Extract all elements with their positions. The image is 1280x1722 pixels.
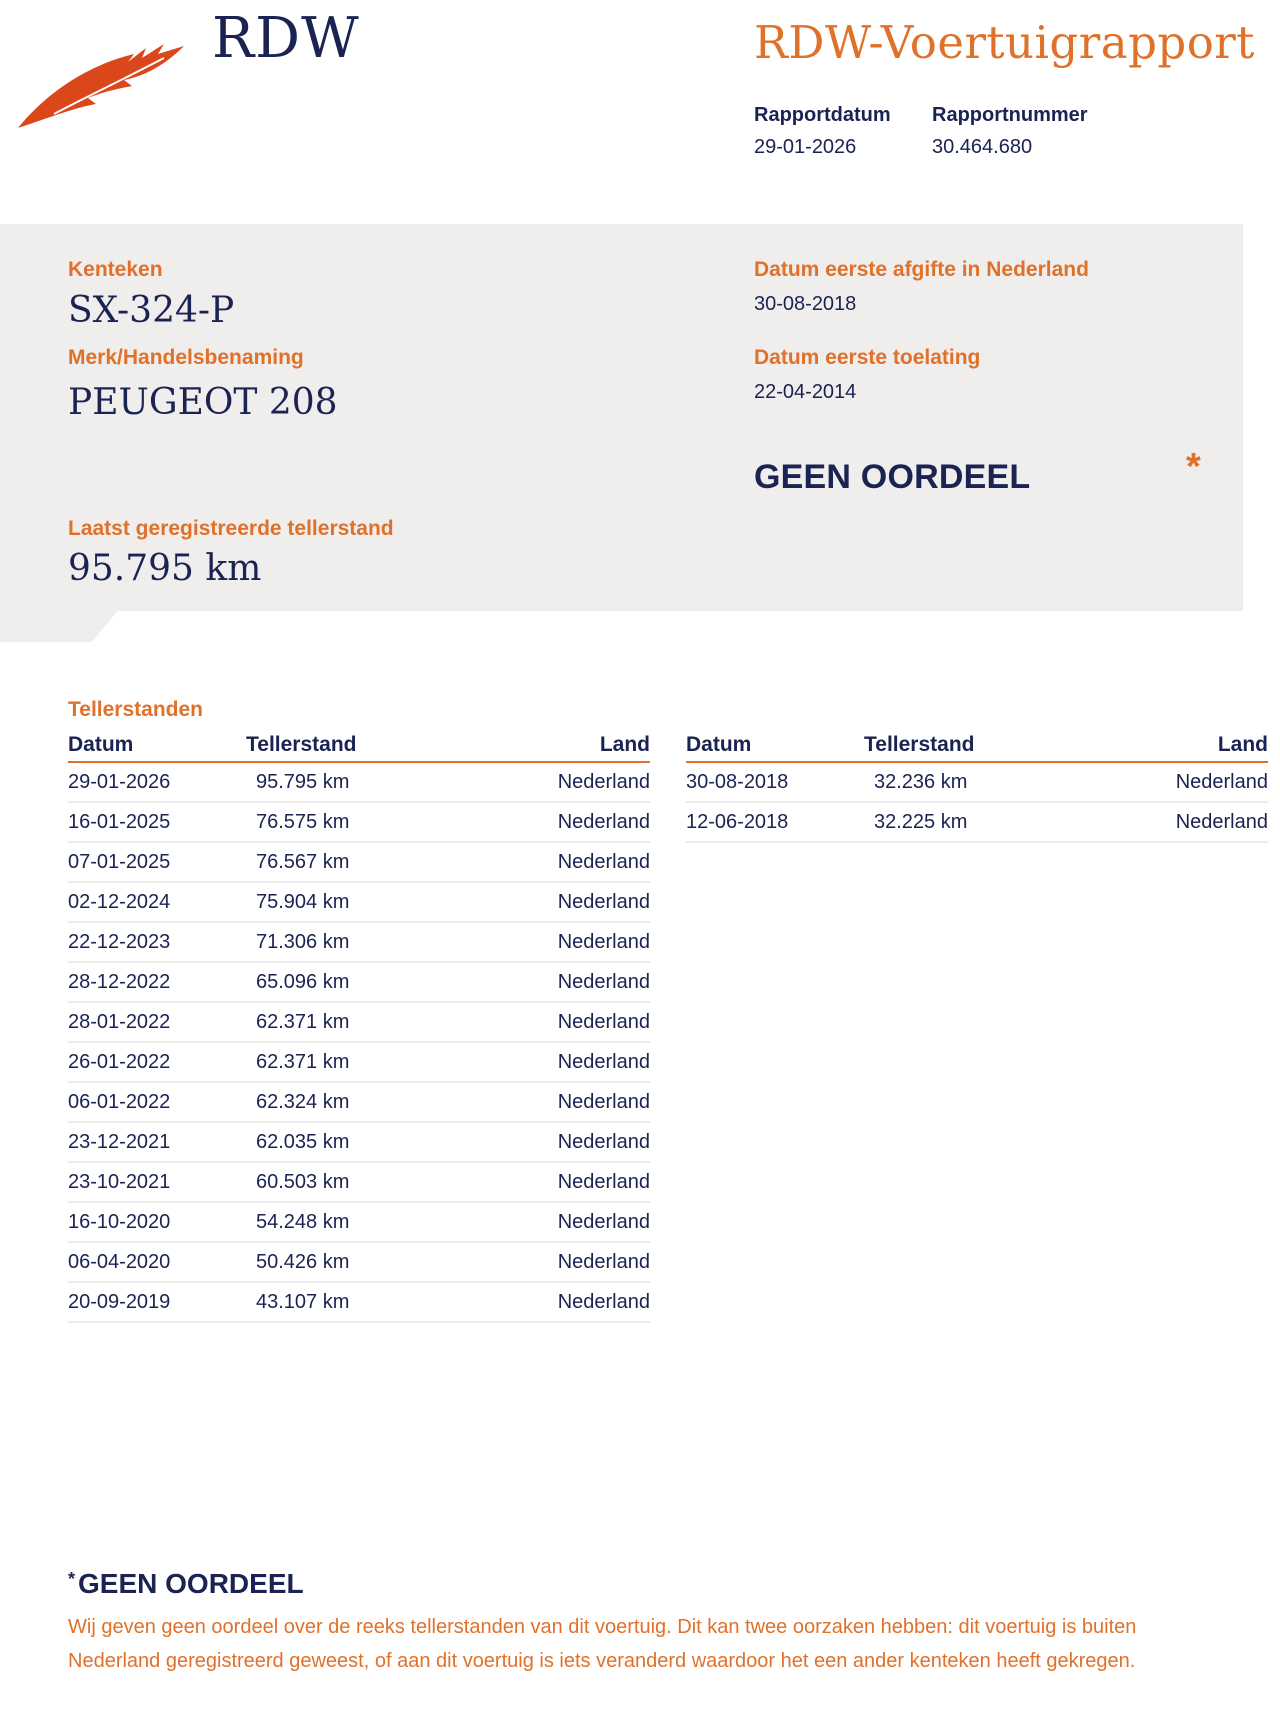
report-number: 30.464.680 xyxy=(932,136,1033,158)
table-row xyxy=(68,1202,650,1242)
cell-odometer: 62.035 km xyxy=(246,1122,446,1162)
table-row xyxy=(68,1282,650,1322)
cell-country: Nederland xyxy=(446,762,650,802)
table-row xyxy=(68,1042,650,1082)
cell-country: Nederland xyxy=(1064,802,1268,842)
table-header-row xyxy=(68,727,650,762)
first-admission-date: 22-04-2014 xyxy=(754,381,857,403)
cell-date: 23-12-2021 xyxy=(68,1122,246,1162)
cell-country: Nederland xyxy=(1064,762,1268,802)
cell-odometer: 95.795 km xyxy=(246,762,446,802)
odometer-table-left xyxy=(68,727,650,1323)
cell-date: 02-12-2024 xyxy=(68,882,246,922)
cell-odometer: 60.503 km xyxy=(246,1162,446,1202)
column-header-odometer: Tellerstand xyxy=(864,727,1064,762)
verdict-status: GEEN OORDEEL xyxy=(754,458,1031,496)
table-row xyxy=(68,1082,650,1122)
vehicle-make: PEUGEOT 208 xyxy=(68,382,338,423)
table-row xyxy=(68,1002,650,1042)
panel-tail-decoration xyxy=(0,610,120,642)
cell-country: Nederland xyxy=(446,1082,650,1122)
cell-date: 29-01-2026 xyxy=(68,762,246,802)
report-title: RDW-Voertuigrapport xyxy=(754,16,1255,69)
table-row xyxy=(68,762,650,802)
cell-odometer: 43.107 km xyxy=(246,1282,446,1322)
first-admission-label: Datum eerste toelating xyxy=(754,346,981,369)
cell-country: Nederland xyxy=(446,882,650,922)
table-header-row xyxy=(686,727,1268,762)
cell-odometer: 50.426 km xyxy=(246,1242,446,1282)
cell-country: Nederland xyxy=(446,1122,650,1162)
table-row xyxy=(68,1162,650,1202)
report-date-label: Rapportdatum xyxy=(754,104,891,126)
footnote-title xyxy=(68,1568,304,1600)
cell-date: 20-09-2019 xyxy=(68,1282,246,1322)
rdw-logo-icon xyxy=(14,36,186,132)
brand-name: RDW xyxy=(212,6,360,71)
last-odometer-label: Laatst geregistreerde tellerstand xyxy=(68,517,394,540)
cell-country: Nederland xyxy=(446,842,650,882)
cell-odometer: 76.575 km xyxy=(246,802,446,842)
cell-country: Nederland xyxy=(446,1282,650,1322)
cell-odometer: 75.904 km xyxy=(246,882,446,922)
table-row xyxy=(68,882,650,922)
footnote-title-text: GEEN OORDEEL xyxy=(78,1568,304,1599)
last-odometer-value: 95.795 km xyxy=(68,548,262,589)
cell-odometer: 62.371 km xyxy=(246,1042,446,1082)
cell-date: 28-12-2022 xyxy=(68,962,246,1002)
report-date: 29-01-2026 xyxy=(754,136,857,158)
column-header-odometer: Tellerstand xyxy=(246,727,446,762)
cell-country: Nederland xyxy=(446,922,650,962)
table-row xyxy=(68,1242,650,1282)
cell-date: 06-04-2020 xyxy=(68,1242,246,1282)
footnote-marker: * xyxy=(68,1569,76,1589)
verdict-footnote-marker: * xyxy=(1186,446,1201,488)
table-row xyxy=(68,1122,650,1162)
odometer-section-title: Tellerstanden xyxy=(68,698,203,721)
first-nl-date: 30-08-2018 xyxy=(754,293,857,315)
cell-date: 16-10-2020 xyxy=(68,1202,246,1242)
column-header-date: Datum xyxy=(68,727,246,762)
license-plate: SX-324-P xyxy=(68,290,235,331)
cell-date: 06-01-2022 xyxy=(68,1082,246,1122)
cell-date: 26-01-2022 xyxy=(68,1042,246,1082)
footnote-text: Wij geven geen oordeel over de reeks tellerstanden van dit voertuig. Dit kan twee oorzaken hebben: dit voertuig is buiten Nederland geregistreerd geweest, of aan dit voertuig is iets veranderd waardoor het een ander kenteken heeft gekregen. xyxy=(68,1616,1137,1672)
cell-date: 23-10-2021 xyxy=(68,1162,246,1202)
cell-country: Nederland xyxy=(446,1202,650,1242)
odometer-table-right xyxy=(686,727,1268,843)
table-row xyxy=(68,922,650,962)
cell-date: 12-06-2018 xyxy=(686,802,864,842)
cell-odometer: 71.306 km xyxy=(246,922,446,962)
cell-odometer: 32.225 km xyxy=(864,802,1064,842)
cell-odometer: 76.567 km xyxy=(246,842,446,882)
table-row xyxy=(686,802,1268,842)
column-header-country: Land xyxy=(1064,727,1268,762)
cell-date: 28-01-2022 xyxy=(68,1002,246,1042)
table-row xyxy=(68,802,650,842)
cell-odometer: 62.324 km xyxy=(246,1082,446,1122)
table-row xyxy=(686,762,1268,802)
column-header-date: Datum xyxy=(686,727,864,762)
cell-country: Nederland xyxy=(446,1242,650,1282)
cell-odometer: 65.096 km xyxy=(246,962,446,1002)
cell-date: 16-01-2025 xyxy=(68,802,246,842)
cell-date: 22-12-2023 xyxy=(68,922,246,962)
cell-date: 07-01-2025 xyxy=(68,842,246,882)
plate-label: Kenteken xyxy=(68,258,163,281)
report-number-label: Rapportnummer xyxy=(932,104,1088,126)
cell-country: Nederland xyxy=(446,1162,650,1202)
cell-odometer: 32.236 km xyxy=(864,762,1064,802)
cell-country: Nederland xyxy=(446,1042,650,1082)
cell-odometer: 54.248 km xyxy=(246,1202,446,1242)
table-row xyxy=(68,842,650,882)
cell-country: Nederland xyxy=(446,1002,650,1042)
make-label: Merk/Handelsbenaming xyxy=(68,346,304,369)
first-nl-label: Datum eerste afgifte in Nederland xyxy=(754,258,1089,281)
table-row xyxy=(68,962,650,1002)
column-header-country: Land xyxy=(446,727,650,762)
cell-country: Nederland xyxy=(446,962,650,1002)
cell-date: 30-08-2018 xyxy=(686,762,864,802)
cell-odometer: 62.371 km xyxy=(246,1002,446,1042)
cell-country: Nederland xyxy=(446,802,650,842)
